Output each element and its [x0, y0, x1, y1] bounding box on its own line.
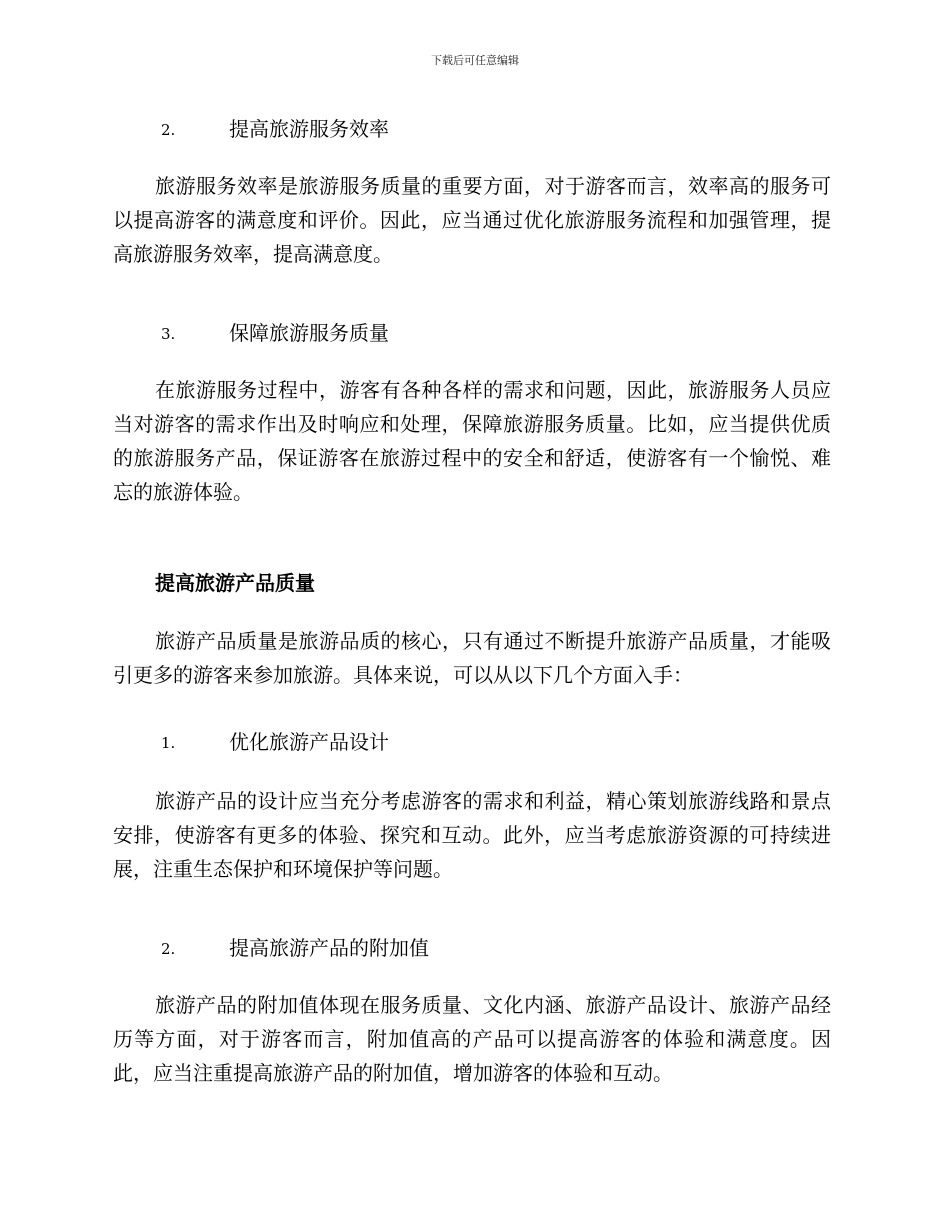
list-item-title: 优化旅游产品设计 — [229, 730, 389, 754]
paragraph-product-design: 旅游产品的设计应当充分考虑游客的需求和利益，精心策划旅游线路和景点安排，使游客有更多的体验、探究和互动。此外，应当考虑旅游资源的可持续进展，注重生态保护和环境保护等问题。 — [113, 789, 831, 881]
paragraph-product-quality: 旅游产品质量是旅游品质的核心，只有通过不断提升旅游产品质量，才能吸引更多的游客来参加旅游。具体来说，可以从以下几个方面入手： — [113, 629, 831, 687]
paragraph-service-efficiency: 旅游服务效率是旅游服务质量的重要方面，对于游客而言，效率高的服务可以提高游客的满意度和评价。因此，应当通过优化旅游服务流程和加强管理，提高旅游服务效率，提高满意度。 — [113, 174, 831, 266]
paragraph-service-quality: 在旅游服务过程中，游客有各种各样的需求和问题，因此，旅游服务人员应当对游客的需求作出及时响应和处理，保障旅游服务质量。比如，应当提供优质的旅游服务产品，保证游客在旅游过程中的安全和舒适，使游客有一个愉悦、难忘的旅游体验。 — [113, 378, 831, 504]
list-item-title: 保障旅游服务质量 — [229, 321, 389, 345]
list-number: 1. — [161, 734, 176, 752]
list-number: 2. — [161, 940, 176, 958]
list-item-improve-service-efficiency — [161, 117, 389, 142]
list-number: 3. — [161, 325, 176, 343]
list-item-ensure-service-quality — [161, 321, 389, 346]
page-header-note: 下载后可任意编辑 — [431, 54, 519, 67]
paragraph-product-added-value: 旅游产品的附加值体现在服务质量、文化内涵、旅游产品设计、旅游产品经历等方面，对于游客而言，附加值高的产品可以提高游客的体验和满意度。因此，应当注重提高旅游产品的附加值，增加游客的体验和互动。 — [113, 993, 831, 1085]
list-item-title: 提高旅游服务效率 — [229, 117, 389, 141]
list-item-optimize-product-design — [161, 730, 389, 755]
section-heading: 提高旅游产品质量 — [155, 571, 315, 595]
list-number: 2. — [161, 121, 176, 139]
list-item-product-added-value — [161, 936, 429, 961]
list-item-title: 提高旅游产品的附加值 — [229, 936, 429, 960]
